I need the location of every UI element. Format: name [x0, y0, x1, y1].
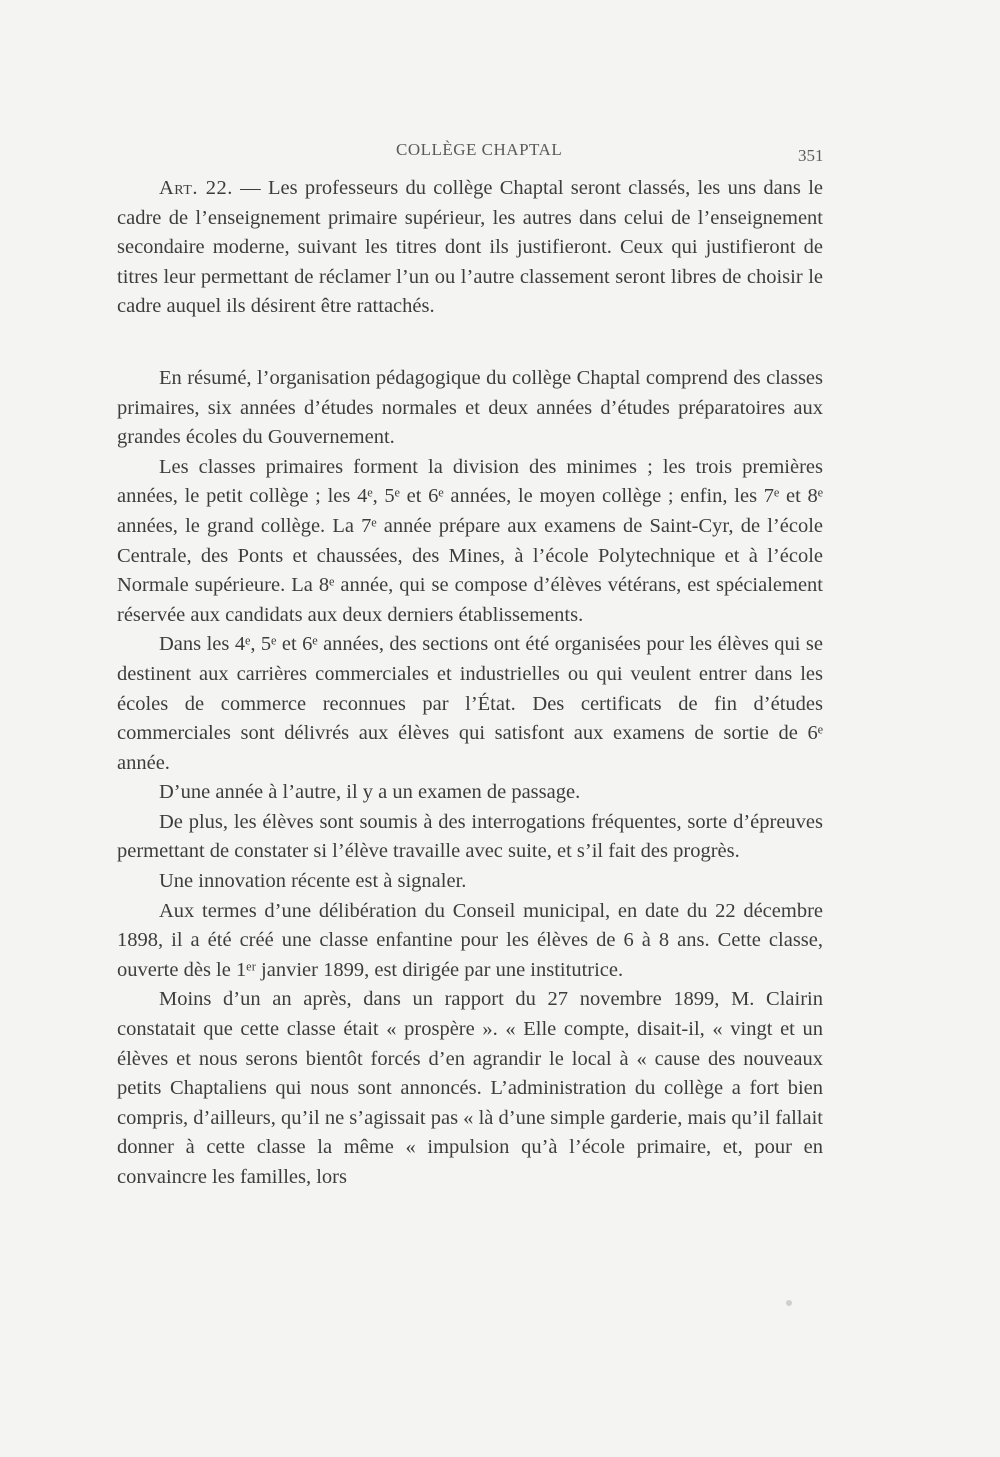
body-text	[117, 174, 823, 1193]
paragraph-classes: Les classes primaires forment la division des minimes ; les trois premières années, le petit collège ; les 4ᵉ, 5ᵉ et 6ᵉ années, le moyen collège ; enfin, les 7ᵉ et 8ᵉ années, le grand collège. La 7ᵉ année prépare aux examens de Saint-Cyr, de l’école Centrale, des Ponts et chaussées, des Mines, à l’école Polytechnique et à l’école Normale supérieure. La 8ᵉ année, qui se compose d’élèves vétérans, est spécialement réservée aux candidats aux deux derniers établissements.	[117, 455, 823, 626]
article-label: Art. 22.	[159, 177, 233, 199]
paragraph-innovation: Une innovation récente est à signaler.	[159, 870, 467, 893]
paragraph-sections: Dans les 4ᵉ, 5ᵉ et 6ᵉ années, des sections ont été organisées pour les élèves qui se destinent aux carrières commerciales et industrielles ou qui veulent entrer dans les écoles de commerce reconnues par l’État. Des certificats de fin d’études commerciales sont délivrés aux élèves qui satisfont aux examens de sortie de 6ᵉ année.	[117, 633, 823, 774]
paragraph-deliberation: Aux termes d’une délibération du Conseil municipal, en date du 22 décembre 1898, il a été créé une classe enfantine pour les élèves de 6 à 8 ans. Cette classe, ouverte dès le 1ᵉʳ janvier 1899, est dirigée par une institutrice.	[117, 899, 823, 981]
paragraph-interrogations: De plus, les élèves sont soumis à des interrogations fréquentes, sorte d’épreuves permettant de constater si l’élève travaille avec suite, et s’il fait des progrès.	[117, 810, 823, 863]
paper-speck	[786, 1300, 792, 1306]
running-title: COLLÈGE CHAPTAL	[396, 140, 563, 159]
paragraph-summary: En résumé, l’organisation pédagogique du collège Chaptal comprend des classes primaires, six années d’études normales et deux années d’études préparatoires aux grandes écoles du Gouvernement.	[117, 366, 823, 449]
paragraph-report: Moins d’un an après, dans un rapport du 27 novembre 1899, M. Clairin constatait que cette classe était « prospère ». « Elle compte, disait-il, « vingt et un élèves et nous serons bientôt forcés d’en agrandir le local à « cause des nouveaux petits Chaptaliens qui nous sont annoncés. L’administration du collège a fort bien compris, d’ailleurs, qu’il ne s’agissait pas « là d’une simple garderie, mais qu’il fallait donner à cette classe la même « impulsion qu’à l’école primaire, et, pour en convaincre les familles, lors	[117, 988, 823, 1188]
paragraph-exam: D’une année à l’autre, il y a un examen de passage.	[159, 781, 581, 804]
article-text: — Les professeurs du collège Chaptal seront classés, les uns dans le cadre de l’enseignement primaire supérieur, les autres dans celui de l’enseignement secondaire moderne, suivant les titres dont ils justifieront. Ceux qui justifieront de titres leur permettant de réclamer l’un ou l’autre classement seront libres de choisir le cadre auquel ils désirent être rattachés.	[117, 177, 823, 318]
page-number: 351	[798, 146, 824, 165]
running-head	[0, 140, 1000, 168]
article-paragraph	[117, 174, 823, 322]
